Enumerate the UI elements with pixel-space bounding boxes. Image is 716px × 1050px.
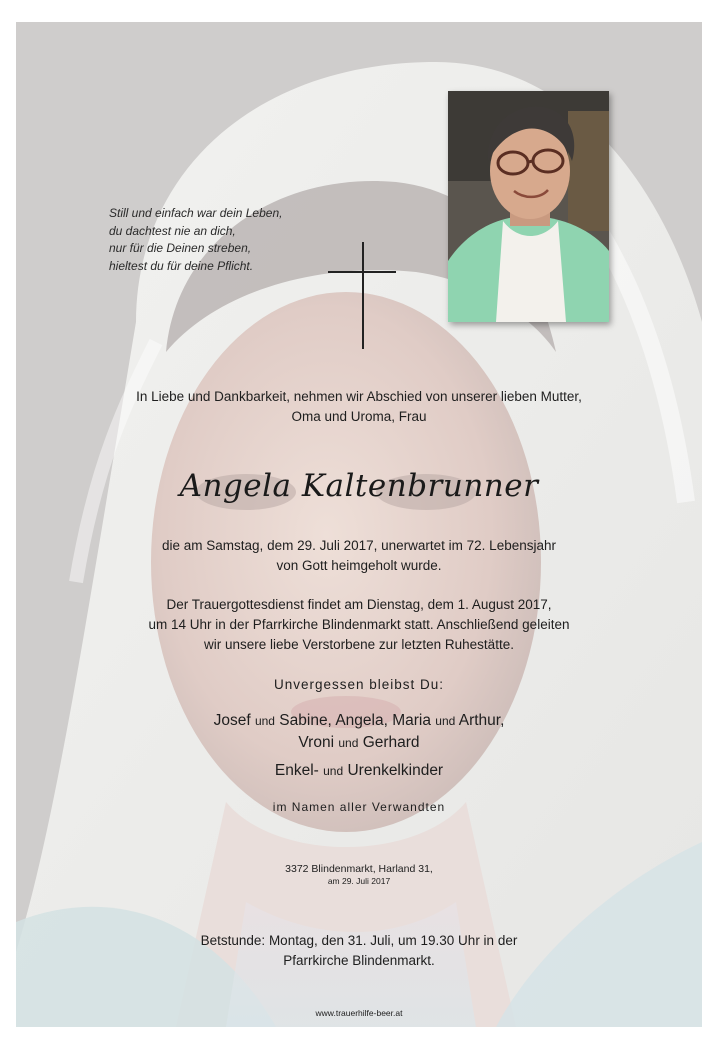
obituary-card (16, 22, 702, 1027)
mourner-name: Urenkelkinder (347, 762, 444, 779)
website-link[interactable]: www.trauerhilfe-beer.at (315, 1008, 403, 1018)
death-notice (56, 536, 662, 576)
mourners-line (56, 760, 662, 782)
address: 3372 Blindenmarkt, Harland 31, (285, 863, 433, 875)
poem-line: du dachtest nie an dich, (109, 223, 236, 238)
intro-line: In Liebe und Dankbarkeit, nehmen wir Abschied von unserer lieben Mutter, (136, 389, 582, 404)
cross-icon-bar (328, 271, 396, 273)
prayer-line: Pfarrkirche Blindenmarkt. (283, 953, 435, 968)
deceased-name: Angela Kaltenbrunner (179, 468, 539, 504)
mourners (56, 710, 662, 782)
funeral-line: wir unsere liebe Verstorbene zur letzten Ruhestätte. (204, 637, 514, 652)
cross-icon (362, 242, 364, 349)
mourners-line (56, 732, 662, 754)
poem-line: nur für die Deinen streben, (109, 241, 252, 255)
mourners-line (56, 710, 662, 732)
mourner-name: Arthur, (458, 712, 505, 729)
mourner-name: Enkel- (274, 762, 319, 779)
funeral-line: Der Trauergottesdienst findet am Dienstag, dem 1. August 2017, (166, 597, 552, 612)
poem-line: Still und einfach war dein Leben, (109, 206, 283, 220)
death-line: die am Samstag, dem 29. Juli 2017, unerwartet im 72. Lebensjahr (162, 538, 556, 553)
mourner-name: Gerhard (362, 734, 420, 751)
date: am 29. Juli 2017 (327, 876, 391, 886)
poem-line: hieltest du für deine Pflicht. (109, 258, 254, 273)
mourner-name: Sabine, Angela, Maria (279, 712, 431, 729)
relatives-line: im Namen aller Verwandten (272, 800, 446, 814)
unforgotten-heading: Unvergessen bleibst Du: (273, 677, 445, 692)
intro-line: Oma und Uroma, Frau (291, 409, 427, 424)
intro-text (56, 387, 662, 427)
connector: und (435, 714, 456, 728)
connector: und (323, 764, 344, 778)
address-block (56, 862, 662, 886)
prayer-line: Betstunde: Montag, den 31. Juli, um 19.30 Uhr in der (200, 933, 518, 948)
connector: und (338, 736, 359, 750)
mourner-name: Josef (213, 712, 251, 729)
portrait-photo (448, 91, 609, 322)
poem (109, 205, 329, 275)
death-line: von Gott heimgeholt wurde. (276, 558, 442, 573)
connector: und (254, 714, 275, 728)
prayer-info (56, 931, 662, 971)
funeral-info (56, 595, 662, 655)
funeral-line: um 14 Uhr in der Pfarrkirche Blindenmarkt statt. Anschließend geleiten (148, 617, 570, 632)
mourner-name: Vroni (298, 734, 335, 751)
